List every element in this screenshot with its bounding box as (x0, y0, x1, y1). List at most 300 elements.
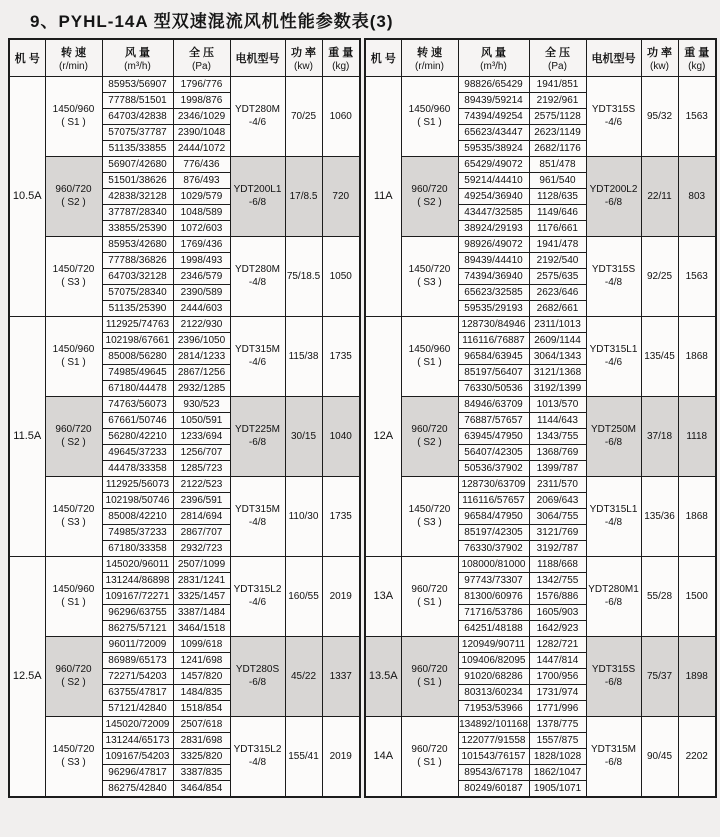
header-row (365, 39, 716, 77)
table-row (9, 557, 360, 573)
pressure-cell: 3192/787 (529, 541, 586, 557)
speed-cell (45, 237, 102, 317)
pressure-cell: 2122/930 (173, 317, 230, 333)
speed-cell (401, 157, 458, 237)
pressure-cell: 1557/875 (529, 733, 586, 749)
machine-no-cell: 14A (365, 717, 401, 798)
pressure-cell: 1828/1028 (529, 749, 586, 765)
column-header (641, 39, 678, 77)
motor-model-line1: YDT315S (591, 264, 636, 275)
speed-value: 1450/960 (52, 344, 95, 355)
speed-value: 960/720 (411, 584, 448, 595)
pressure-cell: 2122/523 (173, 477, 230, 493)
column-header-label: 风 量 (124, 47, 151, 59)
gear-label: ( S1 ) (417, 596, 442, 608)
motor-model-line1: YDT315L1 (589, 504, 638, 515)
motor-model-line2: -4/8 (248, 516, 267, 528)
gear-label: ( S1 ) (61, 596, 86, 608)
airflow-cell: 51135/25390 (102, 301, 173, 317)
pressure-cell: 2192/540 (529, 253, 586, 269)
column-header (529, 39, 586, 77)
airflow-cell: 89543/67178 (458, 765, 529, 781)
airflow-cell: 86275/57121 (102, 621, 173, 637)
header-row (9, 39, 360, 77)
column-header-unit: (r/min) (415, 61, 444, 72)
gear-label: ( S3 ) (61, 756, 86, 768)
airflow-cell: 64251/48188 (458, 621, 529, 637)
table-row (365, 237, 716, 253)
motor-model-cell (586, 157, 641, 237)
power-cell: 155/41 (285, 717, 322, 798)
motor-model-line1: YDT315M (234, 504, 280, 515)
airflow-cell: 134892/101168 (458, 717, 529, 733)
airflow-cell: 128730/63709 (458, 477, 529, 493)
speed-cell (45, 77, 102, 157)
airflow-cell: 72271/54203 (102, 669, 173, 685)
motor-model-cell (230, 77, 285, 157)
pressure-cell: 2814/1233 (173, 349, 230, 365)
table-row (365, 157, 716, 173)
pressure-cell: 1149/646 (529, 205, 586, 221)
motor-model-line1: YDT315L2 (233, 744, 282, 755)
pressure-cell: 1576/886 (529, 589, 586, 605)
pressure-cell: 1343/755 (529, 429, 586, 445)
left-table-body (9, 77, 360, 798)
column-header-label: 重 量 (684, 47, 710, 59)
motor-model-cell (586, 557, 641, 637)
airflow-cell: 49254/36940 (458, 189, 529, 205)
pressure-cell: 1731/974 (529, 685, 586, 701)
pressure-cell: 1862/1047 (529, 765, 586, 781)
pressure-cell: 2609/1144 (529, 333, 586, 349)
motor-model-line2: -6/8 (248, 436, 267, 448)
gear-label: ( S3 ) (61, 276, 86, 288)
pressure-cell: 3325/1457 (173, 589, 230, 605)
gear-label: ( S3 ) (61, 516, 86, 528)
airflow-cell: 145020/72009 (102, 717, 173, 733)
pressure-cell: 851/478 (529, 157, 586, 173)
power-cell: 92/25 (641, 237, 678, 317)
airflow-cell: 96296/63755 (102, 605, 173, 621)
weight-cell: 1500 (678, 557, 716, 637)
airflow-cell: 109406/82095 (458, 653, 529, 669)
motor-model-line1: YDT225M (234, 424, 280, 435)
motor-model-line2: -6/8 (248, 676, 267, 688)
airflow-cell: 96584/47950 (458, 509, 529, 525)
table-row (9, 237, 360, 253)
airflow-cell: 67180/33358 (102, 541, 173, 557)
airflow-cell: 89439/59214 (458, 93, 529, 109)
motor-model-line1: YDT315L2 (233, 584, 282, 595)
power-cell: 95/32 (641, 77, 678, 157)
airflow-cell: 96011/72009 (102, 637, 173, 653)
weight-cell: 1563 (678, 77, 716, 157)
pressure-cell: 2814/694 (173, 509, 230, 525)
weight-cell: 803 (678, 157, 716, 237)
airflow-cell: 108000/81000 (458, 557, 529, 573)
airflow-cell: 80249/60187 (458, 781, 529, 798)
airflow-cell: 64703/32128 (102, 269, 173, 285)
pressure-cell: 2623/646 (529, 285, 586, 301)
airflow-cell: 43447/32585 (458, 205, 529, 221)
airflow-cell: 74763/56073 (102, 397, 173, 413)
pressure-cell: 2396/591 (173, 493, 230, 509)
pressure-cell: 1642/923 (529, 621, 586, 637)
pressure-cell: 1769/436 (173, 237, 230, 253)
speed-value: 1450/960 (52, 584, 95, 595)
airflow-cell: 86989/65173 (102, 653, 173, 669)
airflow-cell: 74985/49645 (102, 365, 173, 381)
power-cell: 115/38 (285, 317, 322, 397)
gear-label: ( S1 ) (61, 116, 86, 128)
motor-model-cell (586, 77, 641, 157)
pressure-cell: 1342/755 (529, 573, 586, 589)
motor-model-line2: -4/6 (248, 596, 267, 608)
column-header-unit: (r/min) (59, 61, 88, 72)
pressure-cell: 1233/694 (173, 429, 230, 445)
gear-label: ( S3 ) (417, 516, 442, 528)
pressure-cell: 1188/668 (529, 557, 586, 573)
gear-label: ( S1 ) (417, 356, 442, 368)
pressure-cell: 2192/961 (529, 93, 586, 109)
column-header-unit: (kg) (688, 61, 706, 72)
airflow-cell: 59535/38924 (458, 141, 529, 157)
motor-model-cell (230, 317, 285, 397)
column-header (458, 39, 529, 77)
pressure-cell: 1256/707 (173, 445, 230, 461)
pressure-cell: 3325/820 (173, 749, 230, 765)
pressure-cell: 1399/787 (529, 461, 586, 477)
pressure-cell: 1447/814 (529, 653, 586, 669)
weight-cell: 2202 (678, 717, 716, 798)
motor-model-cell (586, 397, 641, 477)
column-header-label: 功 率 (646, 47, 673, 59)
motor-model-line1: YDT250M (590, 424, 636, 435)
column-header-unit: (m³/h) (124, 61, 151, 72)
airflow-cell: 89439/44410 (458, 253, 529, 269)
motor-model-cell (230, 717, 285, 798)
weight-cell: 1118 (678, 397, 716, 477)
tables-container (8, 38, 720, 798)
gear-label: ( S2 ) (61, 676, 86, 688)
power-cell: 70/25 (285, 77, 322, 157)
airflow-cell: 131244/65173 (102, 733, 173, 749)
column-header-label: 重 量 (328, 47, 354, 59)
weight-cell: 1735 (322, 477, 360, 557)
motor-model-cell (230, 477, 285, 557)
motor-model-line1: YDT315M (590, 744, 636, 755)
weight-cell: 1735 (322, 317, 360, 397)
airflow-cell: 86275/42840 (102, 781, 173, 798)
motor-model-line2: -4/6 (604, 356, 623, 368)
pressure-cell: 2069/643 (529, 493, 586, 509)
pressure-cell: 1128/635 (529, 189, 586, 205)
table-row (9, 477, 360, 493)
column-header (285, 39, 322, 77)
motor-model-cell (586, 637, 641, 717)
airflow-cell: 71716/53786 (458, 605, 529, 621)
power-cell: 55/28 (641, 557, 678, 637)
pressure-cell: 930/523 (173, 397, 230, 413)
table-row (365, 397, 716, 413)
column-header-label: 电机型号 (235, 53, 280, 65)
column-header (322, 39, 360, 77)
motor-model-line2: -6/8 (604, 596, 623, 608)
airflow-cell: 57075/28340 (102, 285, 173, 301)
speed-value: 960/720 (55, 184, 92, 195)
column-header-unit: (Pa) (548, 61, 567, 72)
speed-cell (401, 397, 458, 477)
pressure-cell: 2623/1149 (529, 125, 586, 141)
power-cell: 160/55 (285, 557, 322, 637)
airflow-cell: 49645/37233 (102, 445, 173, 461)
pressure-cell: 2444/1072 (173, 141, 230, 157)
table-row (9, 637, 360, 653)
airflow-cell: 64703/42838 (102, 109, 173, 125)
airflow-cell: 131244/86898 (102, 573, 173, 589)
table-row (365, 477, 716, 493)
motor-model-line1: YDT200L2 (589, 184, 638, 195)
power-cell: 37/18 (641, 397, 678, 477)
power-cell: 75/37 (641, 637, 678, 717)
motor-model-line2: -6/8 (248, 196, 267, 208)
speed-value: 1450/720 (408, 504, 451, 515)
pressure-cell: 776/436 (173, 157, 230, 173)
pressure-cell: 3464/854 (173, 781, 230, 798)
airflow-cell: 44478/33358 (102, 461, 173, 477)
airflow-cell: 77788/36826 (102, 253, 173, 269)
pressure-cell: 3387/1484 (173, 605, 230, 621)
airflow-cell: 85197/42305 (458, 525, 529, 541)
speed-cell (45, 317, 102, 397)
gear-label: ( S2 ) (61, 436, 86, 448)
pressure-cell: 1241/698 (173, 653, 230, 669)
pressure-cell: 2311/1013 (529, 317, 586, 333)
speed-cell (401, 237, 458, 317)
pressure-cell: 2831/1241 (173, 573, 230, 589)
speed-value: 960/720 (55, 664, 92, 675)
pressure-cell: 1048/589 (173, 205, 230, 221)
column-header (365, 39, 401, 77)
weight-cell: 1060 (322, 77, 360, 157)
motor-model-line2: -4/6 (248, 356, 267, 368)
pressure-cell: 3121/1368 (529, 365, 586, 381)
weight-cell: 1040 (322, 397, 360, 477)
pressure-cell: 1144/643 (529, 413, 586, 429)
motor-model-line1: YDT280M (234, 264, 280, 275)
airflow-cell: 145020/96011 (102, 557, 173, 573)
column-header-label: 全 压 (544, 47, 571, 59)
speed-value: 1450/720 (408, 264, 451, 275)
column-header-unit: (kw) (650, 61, 669, 72)
right-table (364, 38, 717, 798)
airflow-cell: 50536/37902 (458, 461, 529, 477)
airflow-cell: 76887/57657 (458, 413, 529, 429)
table-row (9, 317, 360, 333)
pressure-cell: 1378/775 (529, 717, 586, 733)
pressure-cell: 1484/835 (173, 685, 230, 701)
gear-label: ( S2 ) (61, 196, 86, 208)
speed-cell (401, 317, 458, 397)
motor-model-line2: -4/6 (604, 116, 623, 128)
gear-label: ( S1 ) (417, 676, 442, 688)
column-header-label: 功 率 (290, 47, 317, 59)
table-row (9, 717, 360, 733)
pressure-cell: 3464/1518 (173, 621, 230, 637)
airflow-cell: 96584/63945 (458, 349, 529, 365)
weight-cell: 1563 (678, 237, 716, 317)
pressure-cell: 2932/1285 (173, 381, 230, 397)
page-title: 9、PYHL-14A 型双速混流风机性能参数表(3) (30, 12, 394, 31)
speed-value: 1450/960 (408, 104, 451, 115)
pressure-cell: 1518/854 (173, 701, 230, 717)
airflow-cell: 74394/36940 (458, 269, 529, 285)
power-cell: 17/8.5 (285, 157, 322, 237)
airflow-cell: 128730/84946 (458, 317, 529, 333)
airflow-cell: 71953/53966 (458, 701, 529, 717)
motor-model-cell (230, 637, 285, 717)
column-header (173, 39, 230, 77)
airflow-cell: 101543/76157 (458, 749, 529, 765)
airflow-cell: 85197/56407 (458, 365, 529, 381)
motor-model-cell (586, 237, 641, 317)
airflow-cell: 57121/42840 (102, 701, 173, 717)
airflow-cell: 122077/91558 (458, 733, 529, 749)
airflow-cell: 67661/50746 (102, 413, 173, 429)
pressure-cell: 2867/707 (173, 525, 230, 541)
pressure-cell: 1368/769 (529, 445, 586, 461)
column-header-label: 转 速 (416, 47, 443, 59)
airflow-cell: 91020/68286 (458, 669, 529, 685)
speed-cell (401, 637, 458, 717)
pressure-cell: 2311/570 (529, 477, 586, 493)
gear-label: ( S2 ) (417, 436, 442, 448)
airflow-cell: 56407/42305 (458, 445, 529, 461)
speed-cell (45, 717, 102, 798)
airflow-cell: 56907/42680 (102, 157, 173, 173)
pressure-cell: 1941/851 (529, 77, 586, 93)
motor-model-cell (586, 317, 641, 397)
gear-label: ( S3 ) (417, 276, 442, 288)
pressure-cell: 2575/1128 (529, 109, 586, 125)
motor-model-line1: YDT280M (234, 104, 280, 115)
airflow-cell: 77788/51501 (102, 93, 173, 109)
airflow-cell: 74985/37233 (102, 525, 173, 541)
speed-cell (45, 557, 102, 637)
machine-no-cell: 13.5A (365, 637, 401, 717)
motor-model-line2: -6/8 (604, 436, 623, 448)
column-header-unit: (Pa) (192, 61, 211, 72)
speed-value: 960/720 (411, 744, 448, 755)
pressure-cell: 1905/1071 (529, 781, 586, 798)
motor-model-cell (230, 237, 285, 317)
power-cell: 110/30 (285, 477, 322, 557)
airflow-cell: 57075/37787 (102, 125, 173, 141)
airflow-cell: 37787/28340 (102, 205, 173, 221)
airflow-cell: 112925/56073 (102, 477, 173, 493)
airflow-cell: 56280/42210 (102, 429, 173, 445)
motor-model-line2: -4/8 (248, 276, 267, 288)
motor-model-line1: YDT280S (235, 664, 280, 675)
pressure-cell: 1285/723 (173, 461, 230, 477)
airflow-cell: 96296/47817 (102, 765, 173, 781)
column-header-unit: (m³/h) (480, 61, 507, 72)
pressure-cell: 3121/769 (529, 525, 586, 541)
speed-cell (401, 717, 458, 798)
motor-model-cell (230, 157, 285, 237)
speed-value: 1450/720 (52, 744, 95, 755)
pressure-cell: 1176/661 (529, 221, 586, 237)
speed-value: 1450/720 (52, 504, 95, 515)
weight-cell: 2019 (322, 557, 360, 637)
pressure-cell: 2932/723 (173, 541, 230, 557)
motor-model-line2: -4/8 (604, 276, 623, 288)
airflow-cell: 65623/32585 (458, 285, 529, 301)
column-header-unit: (kw) (294, 61, 313, 72)
pressure-cell: 1941/478 (529, 237, 586, 253)
airflow-cell: 51135/33855 (102, 141, 173, 157)
motor-model-line2: -6/8 (604, 756, 623, 768)
airflow-cell: 76330/50536 (458, 381, 529, 397)
airflow-cell: 42838/32128 (102, 189, 173, 205)
weight-cell: 1898 (678, 637, 716, 717)
column-header (45, 39, 102, 77)
machine-no-cell: 13A (365, 557, 401, 637)
airflow-cell: 85008/42210 (102, 509, 173, 525)
motor-model-line2: -6/8 (604, 196, 623, 208)
pressure-cell: 2831/698 (173, 733, 230, 749)
airflow-cell: 116116/76887 (458, 333, 529, 349)
airflow-cell: 59214/44410 (458, 173, 529, 189)
airflow-cell: 65623/43447 (458, 125, 529, 141)
pressure-cell: 1605/903 (529, 605, 586, 621)
column-header-unit: (kg) (332, 61, 350, 72)
motor-model-cell (230, 557, 285, 637)
table-row (9, 397, 360, 413)
power-cell: 75/18.5 (285, 237, 322, 317)
pressure-cell: 1029/579 (173, 189, 230, 205)
airflow-cell: 76330/37902 (458, 541, 529, 557)
motor-model-line1: YDT280M1 (588, 584, 639, 595)
pressure-cell: 2867/1256 (173, 365, 230, 381)
airflow-cell: 102198/67661 (102, 333, 173, 349)
airflow-cell: 112925/74763 (102, 317, 173, 333)
pressure-cell: 1099/618 (173, 637, 230, 653)
power-cell: 135/45 (641, 317, 678, 397)
power-cell: 22/11 (641, 157, 678, 237)
table-row (365, 557, 716, 573)
gear-label: ( S2 ) (417, 196, 442, 208)
pressure-cell: 3064/755 (529, 509, 586, 525)
right-table-body (365, 77, 716, 798)
speed-value: 960/720 (411, 424, 448, 435)
motor-model-cell (230, 397, 285, 477)
weight-cell: 720 (322, 157, 360, 237)
pressure-cell: 2390/589 (173, 285, 230, 301)
motor-model-cell (586, 477, 641, 557)
motor-model-line1: YDT200L1 (233, 184, 282, 195)
airflow-cell: 74394/49254 (458, 109, 529, 125)
airflow-cell: 85953/42680 (102, 237, 173, 253)
pressure-cell: 1998/493 (173, 253, 230, 269)
weight-cell: 1050 (322, 237, 360, 317)
table-row (365, 637, 716, 653)
column-header-label: 转 速 (60, 47, 87, 59)
airflow-cell: 109167/72271 (102, 589, 173, 605)
motor-model-line2: -4/8 (604, 516, 623, 528)
weight-cell: 1337 (322, 637, 360, 717)
airflow-cell: 98926/49072 (458, 237, 529, 253)
